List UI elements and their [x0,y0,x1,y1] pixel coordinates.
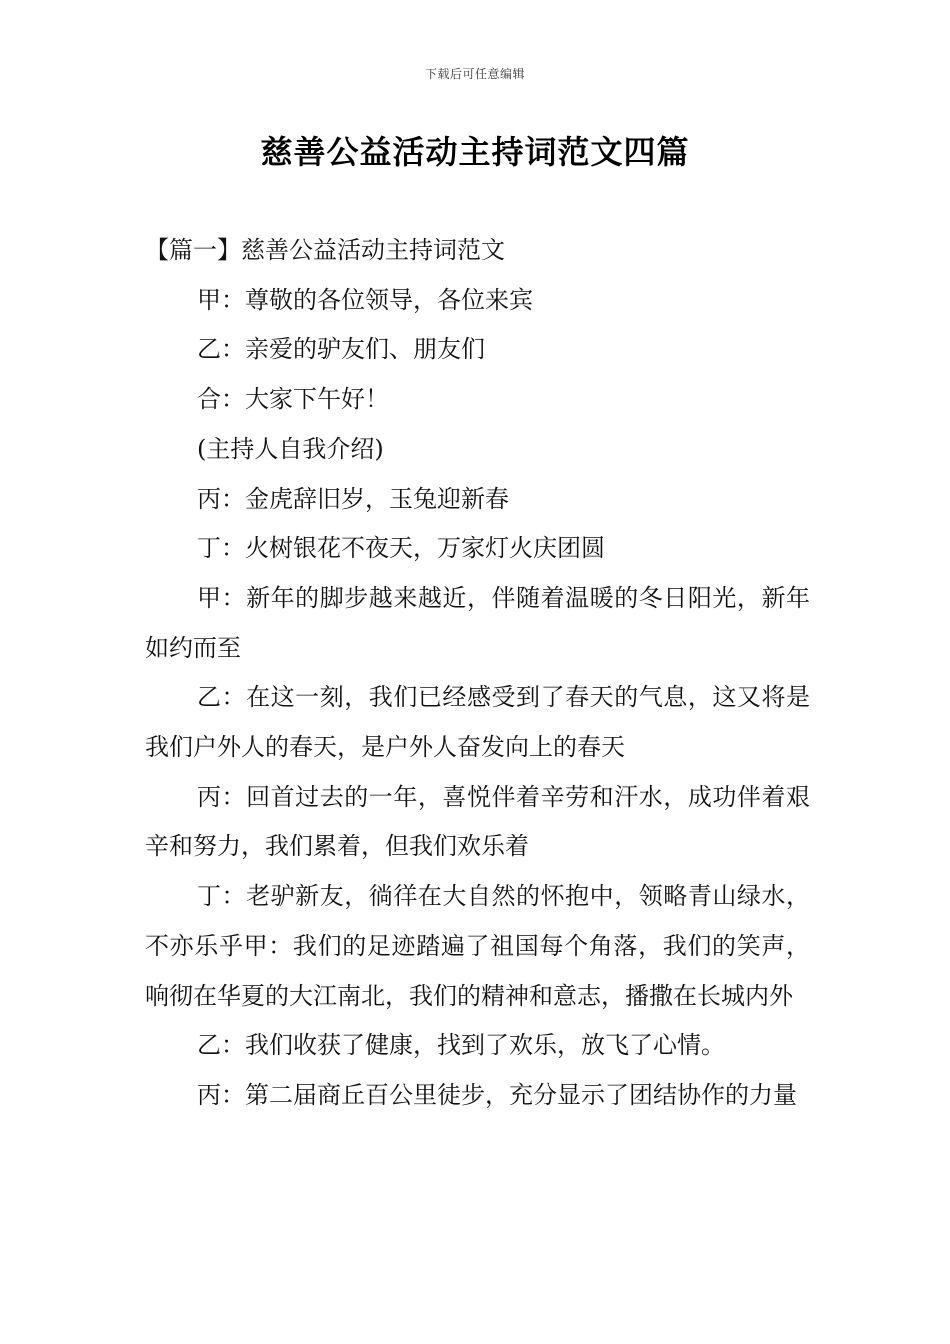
paragraph: 甲：尊敬的各位领导，各位来宾 [197,285,533,314]
paragraph: (主持人自我介绍) [197,434,384,463]
paragraph: 甲：新年的脚步越来越近，伴随着温暖的冬日阳光，新年如约而至 [145,583,810,662]
document-title: 慈善公益活动主持词范文四篇 [260,133,690,171]
paragraph: 丁：火树银花不夜天，万家灯火庆团圆 [197,534,605,563]
section-heading: 【篇一】慈善公益活动主持词范文 [145,236,505,264]
paragraph: 乙：亲爱的驴友们、朋友们 [197,335,485,364]
paragraph: 合：大家下午好！ [197,385,389,414]
header-note: 下载后可任意编辑 [424,67,525,81]
document-body [145,226,810,1121]
paragraph: 丙：金虎辞旧岁，玉兔迎新春 [197,484,509,513]
paragraph: 丙：第二届商丘百公里徒步，充分显示了团结协作的力量 [197,1080,797,1109]
paragraph: 丙：回首过去的一年，喜悦伴着辛劳和汗水，成功伴着艰辛和努力，我们累着，但我们欢乐着 [145,782,810,861]
paragraph: 乙：在这一刻，我们已经感受到了春天的气息，这又将是我们户外人的春天，是户外人奋发向上的春天 [145,683,810,762]
paragraph: 丁：老驴新友，徜徉在大自然的怀抱中，领略青山绿水，不亦乐乎甲：我们的足迹踏遍了祖国每个角落，我们的笑声，响彻在华夏的大江南北，我们的精神和意志，播撒在长城内外 [145,882,810,1010]
paragraph: 乙：我们收获了健康，找到了欢乐，放飞了心情。 [197,1031,725,1060]
